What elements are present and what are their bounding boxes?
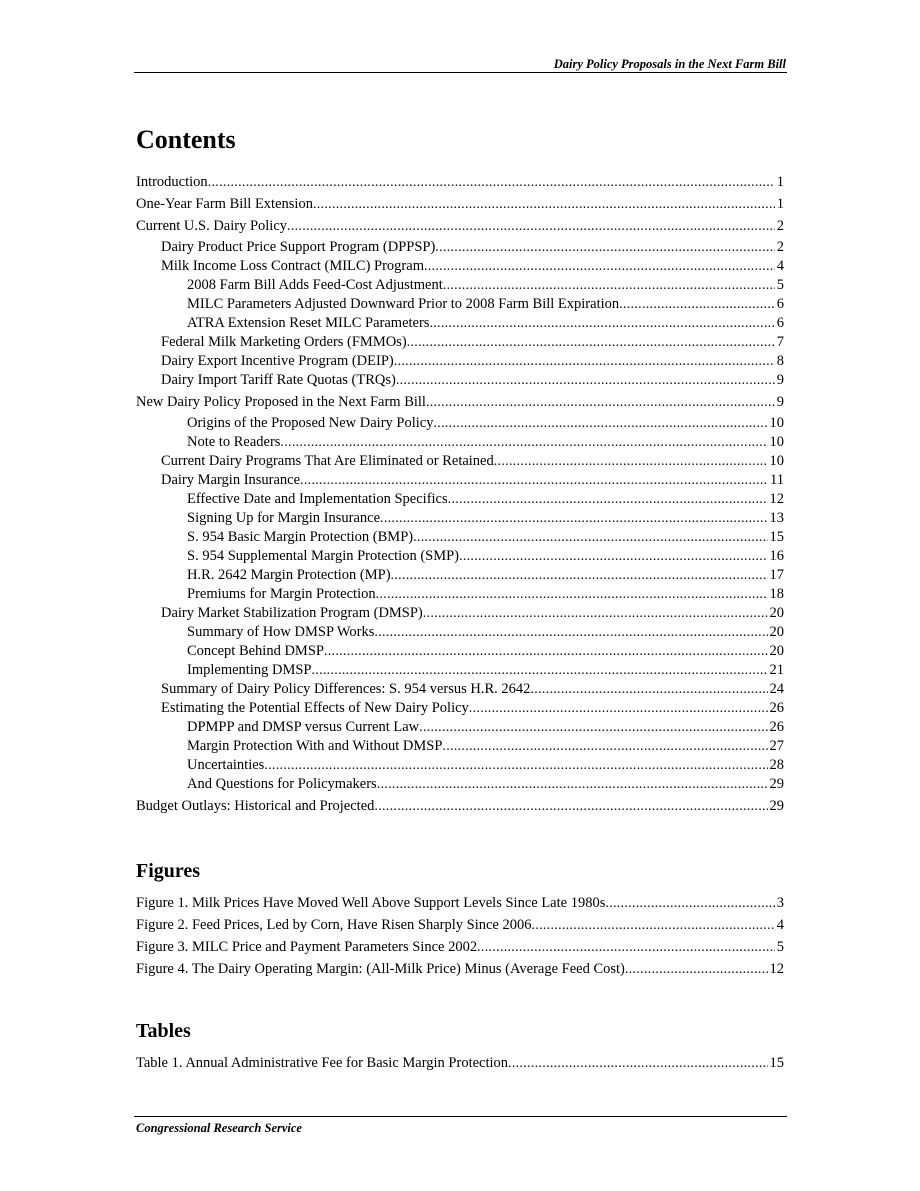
dot-leader	[324, 642, 768, 661]
toc-entry-page: 18	[769, 586, 784, 602]
toc-entry[interactable]	[136, 314, 784, 333]
dot-leader	[394, 352, 775, 371]
toc-entry[interactable]	[136, 756, 784, 775]
toc-entry-page: 15	[769, 529, 784, 545]
figures-list	[136, 894, 784, 979]
toc-entry[interactable]	[136, 371, 784, 390]
dot-leader	[380, 509, 767, 528]
toc-entry-title: Current Dairy Programs That Are Eliminated or Retained	[161, 453, 494, 469]
toc-entry-title: And Questions for Policymakers	[187, 776, 377, 792]
figures-heading: Figures	[136, 860, 201, 882]
dot-leader	[442, 737, 767, 756]
toc-entry-page: 17	[769, 567, 784, 583]
toc-entry-title: Concept Behind DMSP	[187, 643, 324, 659]
toc-entry-title: Signing Up for Margin Insurance	[187, 510, 381, 526]
table-entry[interactable]	[136, 1054, 784, 1073]
toc-entry[interactable]	[136, 352, 784, 371]
toc-entry[interactable]	[136, 737, 784, 756]
toc-entry-page: 7	[776, 334, 784, 350]
dot-leader	[311, 661, 767, 680]
toc-entry-page: 10	[769, 453, 784, 469]
dot-leader	[443, 276, 775, 295]
toc-entry[interactable]	[136, 393, 784, 412]
dot-leader	[508, 1054, 767, 1073]
table-entry-title: Table 1. Annual Administrative Fee for Basic Margin Protection	[136, 1055, 509, 1071]
toc-entry-title: Effective Date and Implementation Specifics	[187, 491, 448, 507]
toc-entry-page: 28	[769, 757, 784, 773]
toc-entry[interactable]	[136, 257, 784, 276]
dot-leader	[396, 371, 775, 390]
toc-entry-page: 26	[769, 719, 784, 735]
toc-entry-title: H.R. 2642 Margin Protection (MP)	[187, 567, 391, 583]
toc-entry[interactable]	[136, 471, 784, 490]
toc-entry[interactable]	[136, 238, 784, 257]
dot-leader	[426, 393, 775, 412]
toc-entry[interactable]	[136, 547, 784, 566]
contents-list	[136, 173, 784, 816]
figure-entry[interactable]	[136, 916, 784, 935]
toc-entry[interactable]	[136, 775, 784, 794]
toc-entry-page: 21	[769, 662, 784, 678]
toc-entry[interactable]	[136, 433, 784, 452]
toc-entry[interactable]	[136, 173, 784, 192]
dot-leader	[433, 414, 767, 433]
figure-entry-title: Figure 1. Milk Prices Have Moved Well Above Support Levels Since Late 1980s	[136, 895, 606, 911]
toc-entry[interactable]	[136, 295, 784, 314]
toc-entry[interactable]	[136, 414, 784, 433]
toc-entry-title: Summary of Dairy Policy Differences: S. 954 versus H.R. 2642	[161, 681, 531, 697]
figure-entry-page: 5	[776, 939, 784, 955]
toc-entry-title: DPMPP and DMSP versus Current Law	[187, 719, 420, 735]
toc-entry-title: S. 954 Supplemental Margin Protection (SMP)	[187, 548, 460, 564]
toc-entry-title: Premiums for Margin Protection	[187, 586, 376, 602]
dot-leader	[605, 894, 774, 913]
dot-leader	[208, 173, 775, 192]
toc-entry[interactable]	[136, 490, 784, 509]
dot-leader	[625, 960, 768, 979]
dot-leader	[448, 490, 768, 509]
toc-entry-page: 20	[769, 643, 784, 659]
toc-entry[interactable]	[136, 661, 784, 680]
toc-entry-page: 26	[769, 700, 784, 716]
toc-entry-title: Federal Milk Marketing Orders (FMMOs)	[161, 334, 407, 350]
toc-entry-title: ATRA Extension Reset MILC Parameters	[187, 315, 430, 331]
toc-entry-title: Current U.S. Dairy Policy	[136, 218, 288, 234]
dot-leader	[407, 333, 775, 352]
toc-entry-title: Milk Income Loss Contract (MILC) Program	[161, 258, 424, 274]
figure-entry-title: Figure 2. Feed Prices, Led by Corn, Have Risen Sharply Since 2006	[136, 917, 532, 933]
figure-entry-title: Figure 3. MILC Price and Payment Parameters Since 2002	[136, 939, 478, 955]
toc-entry-title: 2008 Farm Bill Adds Feed-Cost Adjustment	[187, 277, 443, 293]
toc-entry[interactable]	[136, 680, 784, 699]
tables-heading: Tables	[136, 1020, 191, 1042]
dot-leader	[530, 680, 767, 699]
dot-leader	[494, 452, 768, 471]
figure-entry-page: 3	[776, 895, 784, 911]
dot-leader	[619, 295, 775, 314]
toc-entry-page: 4	[776, 258, 784, 274]
dot-leader	[391, 566, 768, 585]
dot-leader	[287, 217, 775, 236]
toc-entry-title: New Dairy Policy Proposed in the Next Farm Bill	[136, 394, 426, 410]
dot-leader	[280, 433, 767, 452]
toc-entry-title: Dairy Margin Insurance	[161, 472, 301, 488]
toc-entry-page: 13	[769, 510, 784, 526]
toc-entry[interactable]	[136, 528, 784, 547]
dot-leader	[423, 604, 768, 623]
toc-entry-page: 6	[776, 315, 784, 331]
toc-entry-page: 10	[769, 415, 784, 431]
dot-leader	[531, 916, 774, 935]
toc-entry-title: Summary of How DMSP Works	[187, 624, 375, 640]
toc-entry[interactable]	[136, 699, 784, 718]
toc-entry-title: Dairy Product Price Support Program (DPPSP)	[161, 239, 436, 255]
toc-entry-page: 27	[769, 738, 784, 754]
toc-entry-page: 5	[776, 277, 784, 293]
table-entry-page: 15	[769, 1055, 784, 1071]
toc-entry-page: 1	[776, 196, 784, 212]
running-header: Dairy Policy Proposals in the Next Farm Bill	[553, 57, 786, 71]
dot-leader	[419, 718, 767, 737]
dot-leader	[374, 623, 767, 642]
toc-entry-title: S. 954 Basic Margin Protection (BMP)	[187, 529, 414, 545]
toc-entry-title: Dairy Import Tariff Rate Quotas (TRQs)	[161, 372, 396, 388]
toc-entry-page: 12	[769, 491, 784, 507]
dot-leader	[429, 314, 774, 333]
toc-entry-page: 2	[776, 218, 784, 234]
footer-rule	[134, 1116, 787, 1117]
toc-entry-page: 9	[776, 372, 784, 388]
toc-entry-page: 1	[776, 174, 784, 190]
header-rule	[134, 72, 787, 73]
dot-leader	[435, 238, 774, 257]
tables-list	[136, 1054, 784, 1073]
toc-entry-title: Dairy Export Incentive Program (DEIP)	[161, 353, 394, 369]
dot-leader	[413, 528, 767, 547]
dot-leader	[376, 585, 768, 604]
toc-entry[interactable]	[136, 623, 784, 642]
toc-entry-page: 6	[776, 296, 784, 312]
toc-entry[interactable]	[136, 452, 784, 471]
toc-entry-page: 16	[769, 548, 784, 564]
dot-leader	[377, 775, 768, 794]
toc-entry[interactable]	[136, 509, 784, 528]
toc-entry-page: 24	[769, 681, 784, 697]
toc-entry-title: Note to Readers	[187, 434, 281, 450]
dot-leader	[264, 756, 767, 775]
toc-entry-page: 29	[769, 776, 784, 792]
toc-entry-title: Margin Protection With and Without DMSP	[187, 738, 443, 754]
figure-entry-title: Figure 4. The Dairy Operating Margin: (All-Milk Price) Minus (Average Feed Cost)	[136, 961, 625, 977]
dot-leader	[477, 938, 775, 957]
dot-leader	[424, 257, 775, 276]
toc-entry-page: 10	[769, 434, 784, 450]
toc-entry[interactable]	[136, 642, 784, 661]
toc-entry-page: 8	[776, 353, 784, 369]
toc-entry-title: Origins of the Proposed New Dairy Policy	[187, 415, 434, 431]
toc-entry[interactable]	[136, 195, 784, 214]
figure-entry[interactable]	[136, 960, 784, 979]
toc-entry-title: One-Year Farm Bill Extension	[136, 196, 313, 212]
dot-leader	[313, 195, 775, 214]
toc-entry[interactable]	[136, 276, 784, 295]
toc-entry-page: 20	[769, 605, 784, 621]
toc-entry-title: Uncertainties	[187, 757, 265, 773]
toc-entry-title: Dairy Market Stabilization Program (DMSP)	[161, 605, 423, 621]
dot-leader	[459, 547, 767, 566]
toc-entry-title: Implementing DMSP	[187, 662, 312, 678]
toc-entry-page: 2	[776, 239, 784, 255]
toc-entry[interactable]	[136, 217, 784, 236]
toc-entry-title: Introduction	[136, 174, 208, 190]
toc-entry[interactable]	[136, 797, 784, 816]
dot-leader	[300, 471, 768, 490]
toc-entry-page: 29	[769, 798, 784, 814]
figure-entry[interactable]	[136, 894, 784, 913]
toc-entry-page: 20	[769, 624, 784, 640]
dot-leader	[469, 699, 768, 718]
figure-entry-page: 12	[769, 961, 784, 977]
toc-entry-page: 11	[770, 472, 784, 488]
toc-entry-title: MILC Parameters Adjusted Downward Prior to 2008 Farm Bill Expiration	[187, 296, 620, 312]
toc-entry-title: Estimating the Potential Effects of New Dairy Policy	[161, 700, 469, 716]
toc-entry[interactable]	[136, 566, 784, 585]
figure-entry-page: 4	[776, 917, 784, 933]
running-footer: Congressional Research Service	[136, 1121, 302, 1135]
figure-entry[interactable]	[136, 938, 784, 957]
toc-entry[interactable]	[136, 333, 784, 352]
toc-entry[interactable]	[136, 718, 784, 737]
toc-entry-title: Budget Outlays: Historical and Projected	[136, 798, 375, 814]
toc-entry[interactable]	[136, 604, 784, 623]
toc-entry[interactable]	[136, 585, 784, 604]
toc-entry-page: 9	[776, 394, 784, 410]
dot-leader	[374, 797, 767, 816]
contents-heading: Contents	[136, 125, 236, 154]
